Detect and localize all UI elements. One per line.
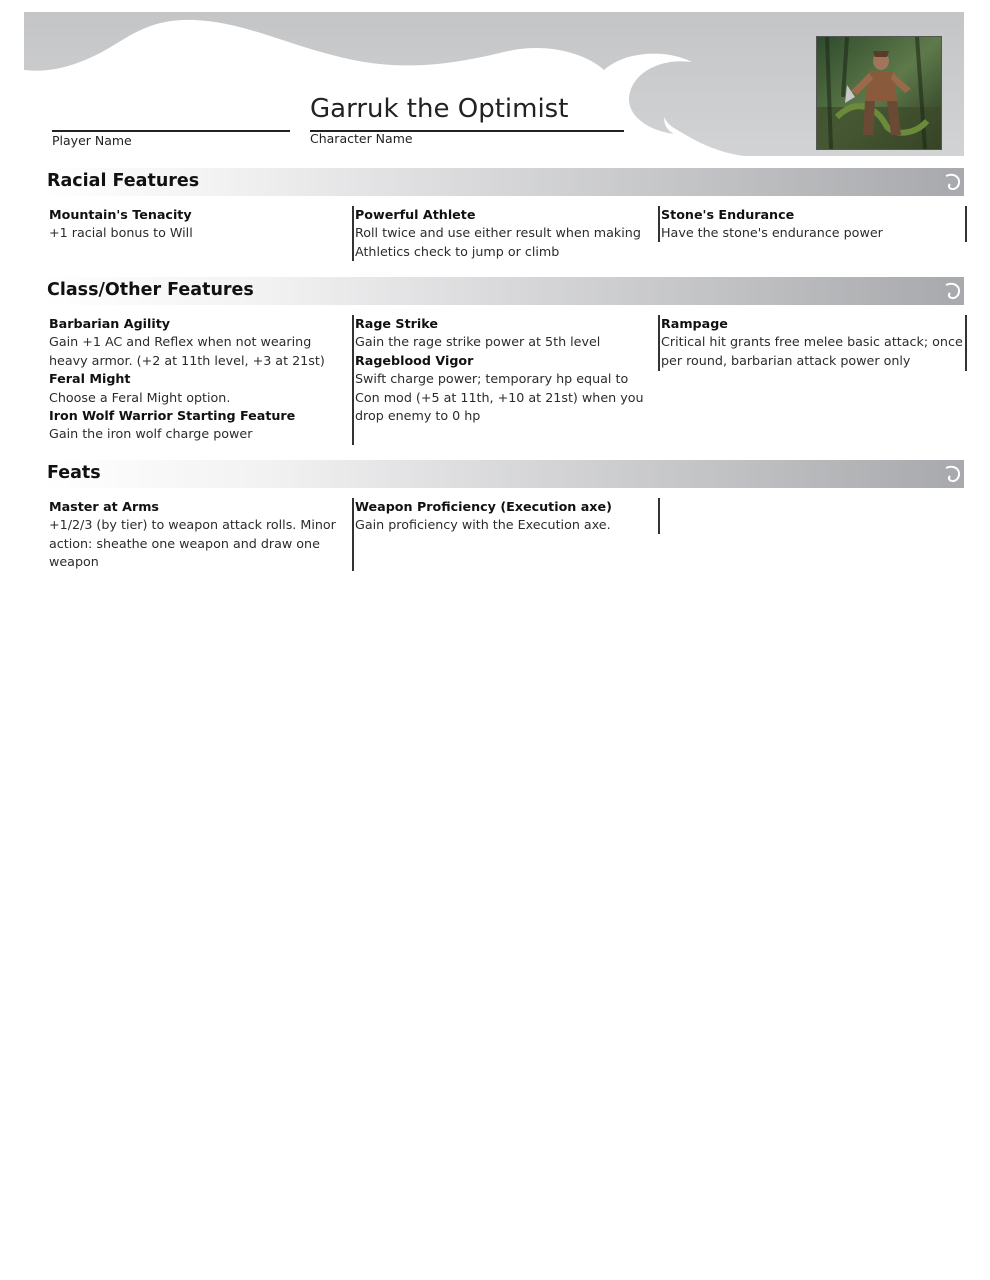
feature-name: Master at Arms	[49, 499, 159, 514]
class-features-header	[40, 277, 964, 305]
racial-col-1	[49, 206, 349, 243]
feature-desc: Have the stone's endurance power	[661, 225, 883, 241]
feature-name: Rage Strike	[355, 316, 438, 331]
section-title: Feats	[47, 463, 101, 483]
character-name-value: Garruk the Optimist	[310, 94, 569, 124]
player-name-line	[52, 130, 290, 132]
portrait-image	[817, 37, 941, 149]
feature-desc: Gain +1 AC and Reflex when not wearing heavy armor. (+2 at 11th level, +3 at 21st)	[49, 334, 325, 368]
feature-desc: +1 racial bonus to Will	[49, 225, 193, 241]
feature-desc: Gain the rage strike power at 5th level	[355, 334, 601, 350]
class-col-3	[658, 315, 967, 371]
racial-col-2	[352, 206, 655, 261]
feature-desc: Critical hit grants free melee basic attack; once per round, barbarian attack power only	[661, 334, 963, 368]
feats-col-1	[49, 498, 345, 572]
section-title: Racial Features	[47, 171, 200, 191]
racial-col-3	[658, 206, 967, 242]
feature-name: Feral Might	[49, 371, 131, 387]
feature-desc: Choose a Feral Might option.	[49, 389, 231, 405]
section-bar-graphic	[40, 460, 964, 488]
player-name-label: Player Name	[52, 133, 132, 148]
feature-name: Rageblood Vigor	[355, 352, 474, 368]
feature-name: Rampage	[661, 316, 728, 331]
feature-name: Mountain's Tenacity	[49, 207, 192, 222]
feats-header	[40, 460, 964, 488]
feature-desc: Gain proficiency with the Execution axe.	[355, 517, 611, 533]
feature-desc: Swift charge power; temporary hp equal to Con mod (+5 at 11th, +10 at 21st) when you drop enemy to 0 hp	[355, 371, 644, 424]
feature-desc: Roll twice and use either result when making Athletics check to jump or climb	[355, 225, 641, 259]
feature-name: Weapon Proficiency (Execution axe)	[355, 499, 612, 514]
character-name-label: Character Name	[310, 131, 413, 146]
feature-name: Stone's Endurance	[661, 207, 795, 222]
feats-col-3	[658, 498, 665, 534]
feature-name: Powerful Athlete	[355, 207, 476, 222]
racial-features-header	[40, 168, 964, 196]
feature-desc: Gain the iron wolf charge power	[49, 426, 253, 442]
class-col-2	[352, 315, 655, 445]
feature-desc: +1/2/3 (by tier) to weapon attack rolls. Minor action: sheathe one weapon and draw one weapon	[49, 517, 336, 570]
section-title: Class/Other Features	[47, 280, 254, 300]
character-portrait	[816, 36, 942, 150]
class-col-1	[49, 315, 349, 444]
feature-name: Barbarian Agility	[49, 316, 171, 331]
feats-col-2	[352, 498, 655, 571]
feature-name: Iron Wolf Warrior Starting Feature	[49, 408, 296, 424]
